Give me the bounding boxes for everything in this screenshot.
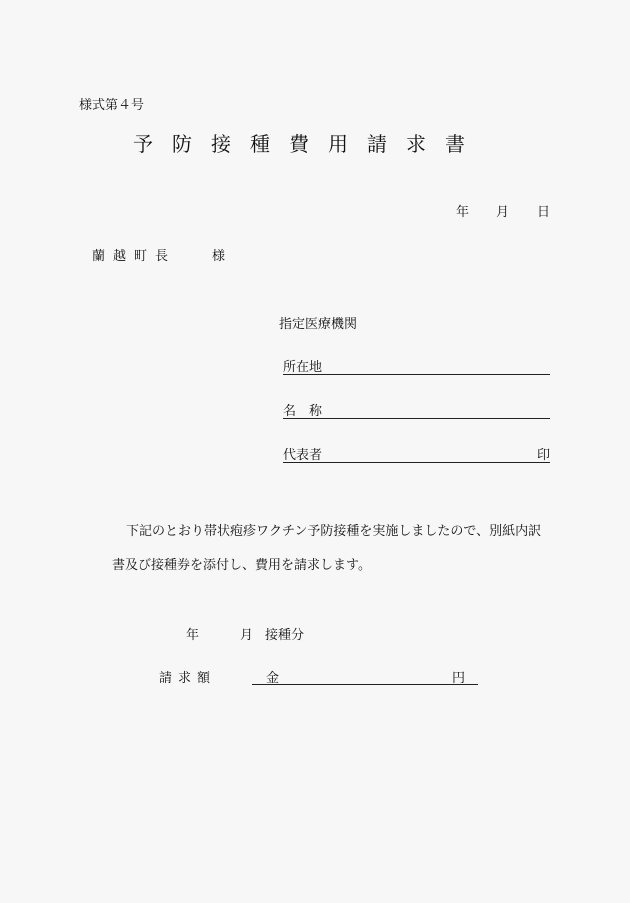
body-text-line-1: 下記のとおり帯状疱疹ワクチン予防接種を実施しましたので、別紙内訳 (126, 524, 542, 539)
address-label: 所在地 (283, 360, 323, 375)
body-text-line-2: 書及び接種券を添付し、費用を請求します。 (112, 558, 371, 573)
date-year-label: 年 (456, 205, 470, 220)
address-field[interactable] (283, 356, 550, 375)
period-month-label: 月 (240, 628, 254, 643)
claim-amount-label: 請求額 (159, 671, 217, 686)
form-number: 様式第４号 (79, 98, 145, 113)
document-title: 予防接種費用請求書 (133, 132, 484, 156)
period-suffix-label: 接種分 (265, 628, 305, 643)
representative-label: 代表者 (283, 448, 323, 463)
period-year-label: 年 (186, 628, 200, 643)
seal-label: 印 (536, 448, 550, 463)
addressee-honorific: 様 (212, 249, 226, 264)
institution-name-field[interactable] (283, 400, 550, 419)
date-day-label: 日 (537, 205, 551, 220)
date-month-label: 月 (496, 205, 510, 220)
amount-unit: 円 (452, 671, 466, 686)
institution-name-label: 名 称 (283, 404, 323, 419)
representative-field[interactable] (283, 444, 550, 463)
institution-heading: 指定医療機関 (279, 317, 358, 332)
addressee-name: 蘭越町長 (92, 249, 177, 264)
amount-prefix: 金 (266, 671, 280, 686)
claim-amount-field[interactable] (252, 667, 478, 685)
